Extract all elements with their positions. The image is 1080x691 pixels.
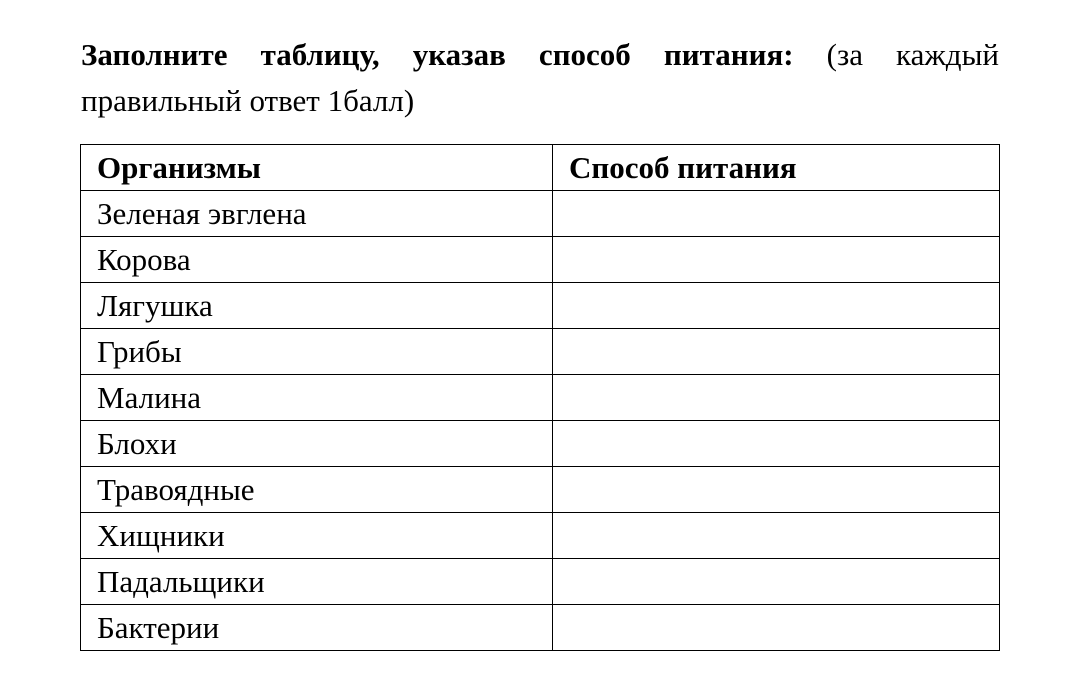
table-row bbox=[81, 605, 1000, 651]
column-header-organisms: Организмы bbox=[81, 145, 553, 191]
task-instruction-scoring: (за каждый правильный ответ 1балл) bbox=[81, 37, 999, 118]
table-row bbox=[81, 513, 1000, 559]
nutrition-method-cell bbox=[553, 237, 1000, 283]
nutrition-method-cell bbox=[553, 191, 1000, 237]
nutrition-method-cell bbox=[553, 375, 1000, 421]
organism-cell: Бактерии bbox=[81, 605, 553, 651]
organism-cell: Блохи bbox=[81, 421, 553, 467]
table-row bbox=[81, 375, 1000, 421]
nutrition-method-cell bbox=[553, 283, 1000, 329]
table-row bbox=[81, 237, 1000, 283]
organism-cell: Лягушка bbox=[81, 283, 553, 329]
table-header-row bbox=[81, 145, 1000, 191]
task-instruction bbox=[81, 32, 999, 124]
table-row bbox=[81, 467, 1000, 513]
nutrition-method-cell bbox=[553, 559, 1000, 605]
nutrition-method-cell bbox=[553, 605, 1000, 651]
table-row bbox=[81, 559, 1000, 605]
table-row bbox=[81, 191, 1000, 237]
task-instruction-bold: Заполните таблицу, указав способ питания: bbox=[81, 37, 794, 72]
nutrition-method-cell bbox=[553, 421, 1000, 467]
nutrition-method-cell bbox=[553, 513, 1000, 559]
organism-cell: Травоядные bbox=[81, 467, 553, 513]
table-row bbox=[81, 421, 1000, 467]
table-row bbox=[81, 329, 1000, 375]
table-body bbox=[81, 191, 1000, 651]
organism-cell: Хищники bbox=[81, 513, 553, 559]
nutrition-method-cell bbox=[553, 467, 1000, 513]
organism-cell: Падальщики bbox=[81, 559, 553, 605]
table-row bbox=[81, 283, 1000, 329]
nutrition-table bbox=[80, 144, 1000, 651]
organism-cell: Грибы bbox=[81, 329, 553, 375]
organism-cell: Зеленая эвглена bbox=[81, 191, 553, 237]
organism-cell: Корова bbox=[81, 237, 553, 283]
organism-cell: Малина bbox=[81, 375, 553, 421]
nutrition-method-cell bbox=[553, 329, 1000, 375]
column-header-nutrition-method: Способ питания bbox=[553, 145, 1000, 191]
